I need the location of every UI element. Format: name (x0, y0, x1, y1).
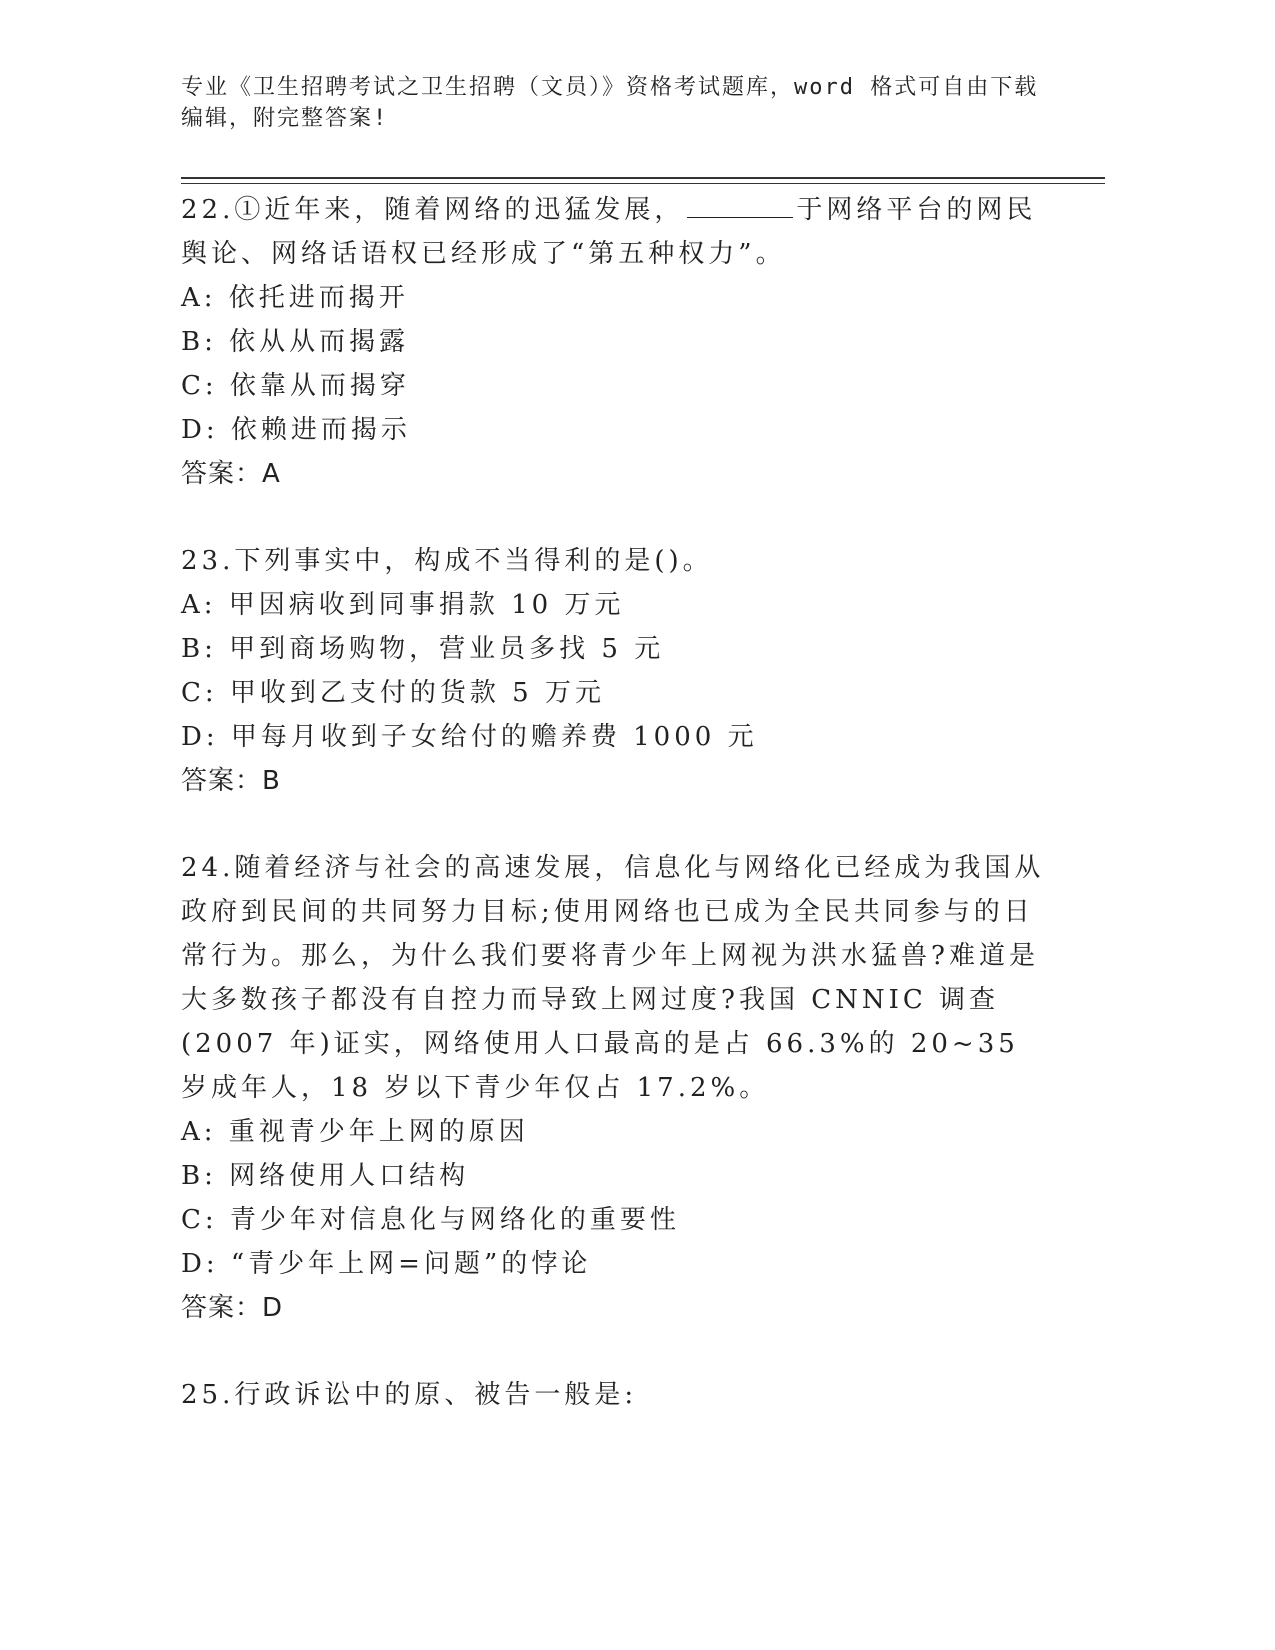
question-text: 23.下列事实中，构成不当得利的是()。 (181, 546, 713, 576)
question-text-start: 22.①近年来，随着网络的迅猛发展， (181, 195, 685, 225)
question-23 (181, 539, 1061, 803)
header-line-1: 专业《卫生招聘考试之卫生招聘（文员）》资格考试题库，word 格式可自由下载 (181, 75, 1039, 100)
fill-in-blank (687, 217, 793, 218)
question-22 (181, 188, 1061, 496)
option-d: D: “青少年上网=问题”的悖论 (181, 1249, 592, 1279)
option-c: C: 甲收到乙支付的货款 5 万元 (181, 678, 605, 708)
option-c: C: 青少年对信息化与网络化的重要性 (181, 1205, 680, 1235)
option-b: B: 甲到商场购物，营业员多找 5 元 (181, 634, 665, 664)
header-divider-thick (181, 177, 1105, 179)
option-d: D: 依赖进而揭示 (181, 415, 411, 445)
option-b: B: 依从从而揭露 (181, 327, 410, 357)
option-c: C: 依靠从而揭穿 (181, 371, 410, 401)
header-divider-thin (181, 183, 1105, 184)
question-24 (181, 846, 1061, 1330)
option-b: B: 网络使用人口结构 (181, 1161, 470, 1191)
option-a: A: 甲因病收到同事捐款 10 万元 (181, 590, 625, 620)
question-text: 24.随着经济与社会的高速发展，信息化与网络化已经成为我国从政府到民间的共同努力目标;使用网络也已成为全民共同参与的日常行为。那么，为什么我们要将青少年上网视为洪水猛兽?难道是大多数孩子都没有自控力而导致上网过度?我国 CNNIC 调查(2007 年)证实，网络使用人口最高的是占 66.3%的 20~35 岁成年人，18 岁以下青少年仅占 17.2%。 (181, 853, 1045, 1103)
option-d: D: 甲每月收到子女给付的赡养费 1000 元 (181, 722, 758, 752)
option-a: A: 依托进而揭开 (181, 283, 409, 313)
document-header (181, 72, 1061, 134)
question-text-end: 于网络平台的网民舆论、网络话语权已经形成了“第五种权力”。 (181, 195, 1037, 269)
question-25 (181, 1373, 1061, 1417)
option-a: A: 重视青少年上网的原因 (181, 1117, 529, 1147)
question-list (181, 188, 1061, 1460)
answer-line: 答案：D (181, 1293, 284, 1323)
question-text (181, 188, 1061, 276)
header-line-2: 编辑，附完整答案! (181, 106, 389, 131)
answer-line: 答案：A (181, 459, 281, 489)
question-text: 25.行政诉讼中的原、被告一般是: (181, 1380, 638, 1410)
answer-line: 答案：B (181, 766, 281, 796)
